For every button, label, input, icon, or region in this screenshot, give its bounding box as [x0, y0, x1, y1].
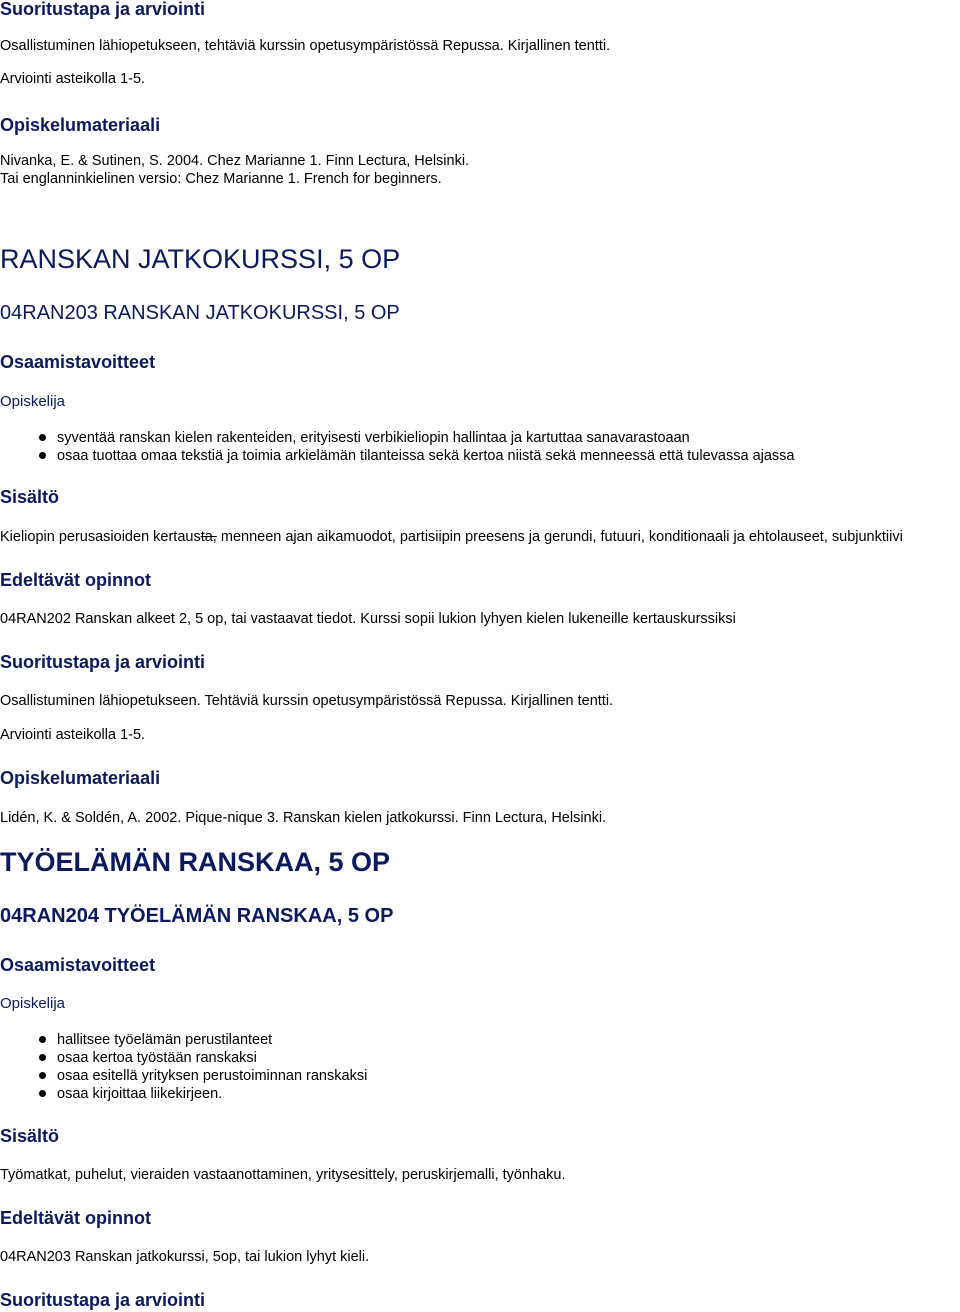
student-label: Opiskelija: [0, 995, 66, 1012]
course-code-title: 04RAN203 RANSKAN JATKOKURSSI, 5 OP: [0, 302, 400, 324]
outcomes-list: [0, 429, 794, 465]
prereq-heading: Edeltävät opinnot: [0, 1208, 152, 1228]
assessment-heading: Suoritustapa ja arviointi: [0, 1290, 206, 1310]
course-code-title: 04RAN204 TYÖELÄMÄN RANSKAA, 5 OP: [0, 905, 394, 927]
bullet-icon: [39, 1054, 46, 1061]
assessment-heading: Suoritustapa ja arviointi: [0, 652, 206, 672]
list-item: osaa kertoa työstään ranskaksi: [0, 1049, 367, 1067]
student-label: Opiskelija: [0, 393, 66, 410]
bullet-icon: [39, 1072, 46, 1079]
grading-text: Arviointi asteikolla 1-5.: [0, 71, 146, 87]
content-text: Kieliopin perusasioiden kertausta, menneen ajan aikamuodot, partisiipin preesens ja gerundi, futuuri, konditionaali ja ehtolauseet, subjunktiivi: [0, 529, 903, 545]
materials-heading: Opiskelumateriaali: [0, 115, 161, 135]
list-item: hallitsee työelämän perustilanteet: [0, 1031, 367, 1049]
grading-text: Arviointi asteikolla 1-5.: [0, 727, 146, 743]
bullet-icon: [39, 1036, 46, 1043]
bullet-icon: [39, 434, 46, 441]
course-title: TYÖELÄMÄN RANSKAA, 5 OP: [0, 847, 391, 877]
assessment-heading: Suoritustapa ja arviointi: [0, 0, 206, 19]
outcomes-heading: Osaamistavoitteet: [0, 352, 156, 372]
assessment-text: Osallistuminen lähiopetukseen. Tehtäviä kurssin opetusympäristössä Repussa. Kirjallinen tentti.: [0, 693, 614, 709]
list-item: osaa tuottaa omaa tekstiä ja toimia arkielämän tilanteissa sekä kertoa niistä sekä menneessä että tulevassa ajassa: [0, 447, 794, 465]
materials-heading: Opiskelumateriaali: [0, 768, 161, 788]
bullet-icon: [39, 452, 46, 459]
content-text: Työmatkat, puhelut, vieraiden vastaanottaminen, yritysesittely, peruskirjemalli, työnhaku.: [0, 1167, 566, 1183]
course-title: RANSKAN JATKOKURSSI, 5 OP: [0, 244, 401, 274]
prereq-text: 04RAN203 Ranskan jatkokurssi, 5op, tai lukion lyhyt kieli.: [0, 1249, 370, 1265]
prereq-text: 04RAN202 Ranskan alkeet 2, 5 op, tai vastaavat tiedot. Kurssi sopii lukion lyhyen kielen lukeneille kertauskurssiksi: [0, 611, 736, 627]
outcomes-heading: Osaamistavoitteet: [0, 955, 156, 975]
outcomes-list: [0, 1031, 367, 1103]
assessment-text: Osallistuminen lähiopetukseen, tehtäviä kurssin opetusympäristössä Repussa. Kirjallinen tentti.: [0, 38, 611, 54]
list-item: osaa esitellä yrityksen perustoiminnan ranskaksi: [0, 1067, 367, 1085]
bullet-icon: [39, 1090, 46, 1097]
list-item: syventää ranskan kielen rakenteiden, erityisesti verbikieliopin hallintaa ja kartuttaa sanavarastoaan: [0, 429, 794, 447]
list-item: osaa kirjoittaa liikekirjeen.: [0, 1085, 367, 1103]
content-heading: Sisältö: [0, 1126, 60, 1146]
materials-line-2: Tai englanninkielinen versio: Chez Marianne 1. French for beginners.: [0, 171, 442, 187]
materials-line-1: Nivanka, E. & Sutinen, S. 2004. Chez Marianne 1. Finn Lectura, Helsinki.: [0, 153, 470, 169]
prereq-heading: Edeltävät opinnot: [0, 570, 152, 590]
materials-text: Lidén, K. & Soldén, A. 2002. Pique-nique 3. Ranskan kielen jatkokurssi. Finn Lectura, Helsinki.: [0, 810, 607, 826]
content-heading: Sisältö: [0, 487, 60, 507]
